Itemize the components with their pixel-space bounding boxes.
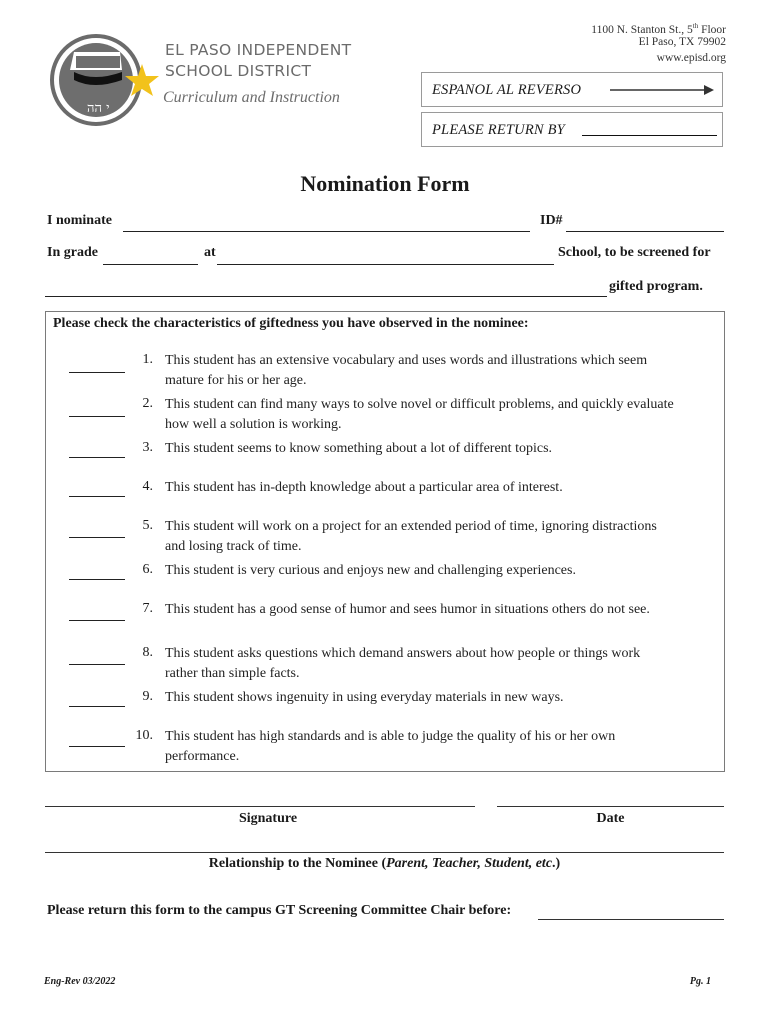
checklist-heading: Please check the characteristics of giftedness you have observed in the nominee: <box>53 316 529 331</box>
check-field-7[interactable] <box>69 620 125 621</box>
school-label: School, to be screened for <box>558 245 711 260</box>
district-name-line2: SCHOOL DISTRICT <box>165 62 312 80</box>
checklist-item: This student shows ingenuity in using everyday materials in new ways. <box>165 690 564 705</box>
item-number: 3. <box>142 440 153 455</box>
id-label: ID# <box>540 213 563 228</box>
item-number: 2. <box>142 396 153 411</box>
characteristics-checklist <box>45 311 725 772</box>
signature-field[interactable] <box>45 806 475 807</box>
page-number: Pg. 1 <box>689 976 711 987</box>
check-field-6[interactable] <box>69 579 125 580</box>
item-number: 1. <box>142 352 153 367</box>
check-field-5[interactable] <box>69 537 125 538</box>
check-field-4[interactable] <box>69 496 125 497</box>
return-by-date-field[interactable] <box>582 135 717 136</box>
checklist-item: This student has a good sense of humor and sees humor in situations others do not see. <box>165 602 650 617</box>
return-deadline-field[interactable] <box>538 919 724 920</box>
check-field-2[interactable] <box>69 416 125 417</box>
spanish-version-label: ESPANOL AL REVERSO <box>432 82 582 98</box>
relationship-field[interactable] <box>45 852 724 853</box>
checklist-item: This student can find many ways to solve novel or difficult problems, and quickly evaluate how well a solution is working. <box>165 397 674 432</box>
checklist-item: This student has an extensive vocabulary and uses words and illustrations which seem mature for his or her age. <box>165 353 648 388</box>
relationship-label: Relationship to the Nominee (Parent, Teacher, Student, etc.) <box>208 856 561 871</box>
spanish-version-box <box>421 72 723 107</box>
episd-logo <box>50 30 162 130</box>
check-field-3[interactable] <box>69 457 125 458</box>
address-city: El Paso, TX 79902 <box>638 36 726 48</box>
return-instruction: Please return this form to the campus GT Screening Committee Chair before: <box>47 903 512 918</box>
nominee-name-field[interactable] <box>123 231 530 232</box>
item-number: 9. <box>142 689 153 704</box>
item-number: 6. <box>142 562 153 577</box>
check-field-10[interactable] <box>69 746 125 747</box>
check-field-8[interactable] <box>69 664 125 665</box>
form-title: Nomination Form <box>300 171 470 196</box>
date-field[interactable] <box>497 806 724 807</box>
date-label: Date <box>596 811 625 826</box>
svg-text:י הה: י הה <box>87 101 110 116</box>
signature-label: Signature <box>238 811 298 826</box>
nominate-label: I nominate <box>47 213 112 228</box>
checklist-item: This student asks questions which demand answers about how people or things work rather than simple facts. <box>165 646 641 681</box>
program-field[interactable] <box>45 296 607 297</box>
check-field-1[interactable] <box>69 372 125 373</box>
department-name: Curriculum and Instruction <box>163 89 340 106</box>
at-label: at <box>204 245 216 260</box>
return-by-label: PLEASE RETURN BY <box>432 122 565 138</box>
check-field-9[interactable] <box>69 706 125 707</box>
revision-label: Eng-Rev 03/2022 <box>44 976 116 987</box>
item-number: 8. <box>142 645 153 660</box>
arrow-right-icon <box>610 81 716 99</box>
checklist-item: This student is very curious and enjoys new and challenging experiences. <box>165 563 576 578</box>
program-label: gifted program. <box>609 279 703 294</box>
item-number: 10. <box>135 728 153 743</box>
checklist-item: This student seems to know something about a lot of different topics. <box>165 441 553 456</box>
checklist-item: This student will work on a project for an extended period of time, ignoring distractions and losing track of time. <box>165 519 657 554</box>
grade-field[interactable] <box>103 264 198 265</box>
address-street: 1100 N. Stanton St., 5th Floor <box>591 22 726 36</box>
grade-label: In grade <box>47 245 98 260</box>
item-number: 7. <box>142 601 153 616</box>
item-number: 4. <box>142 479 153 494</box>
checklist-item: This student has in-depth knowledge about a particular area of interest. <box>165 480 563 495</box>
return-by-box <box>421 112 723 147</box>
district-name-line1: EL PASO INDEPENDENT <box>165 41 352 59</box>
student-id-field[interactable] <box>566 231 724 232</box>
school-field[interactable] <box>217 264 554 265</box>
checklist-item: This student has high standards and is able to judge the quality of his or her own performance. <box>165 729 616 764</box>
website: www.episd.org <box>656 52 726 64</box>
item-number: 5. <box>142 518 153 533</box>
